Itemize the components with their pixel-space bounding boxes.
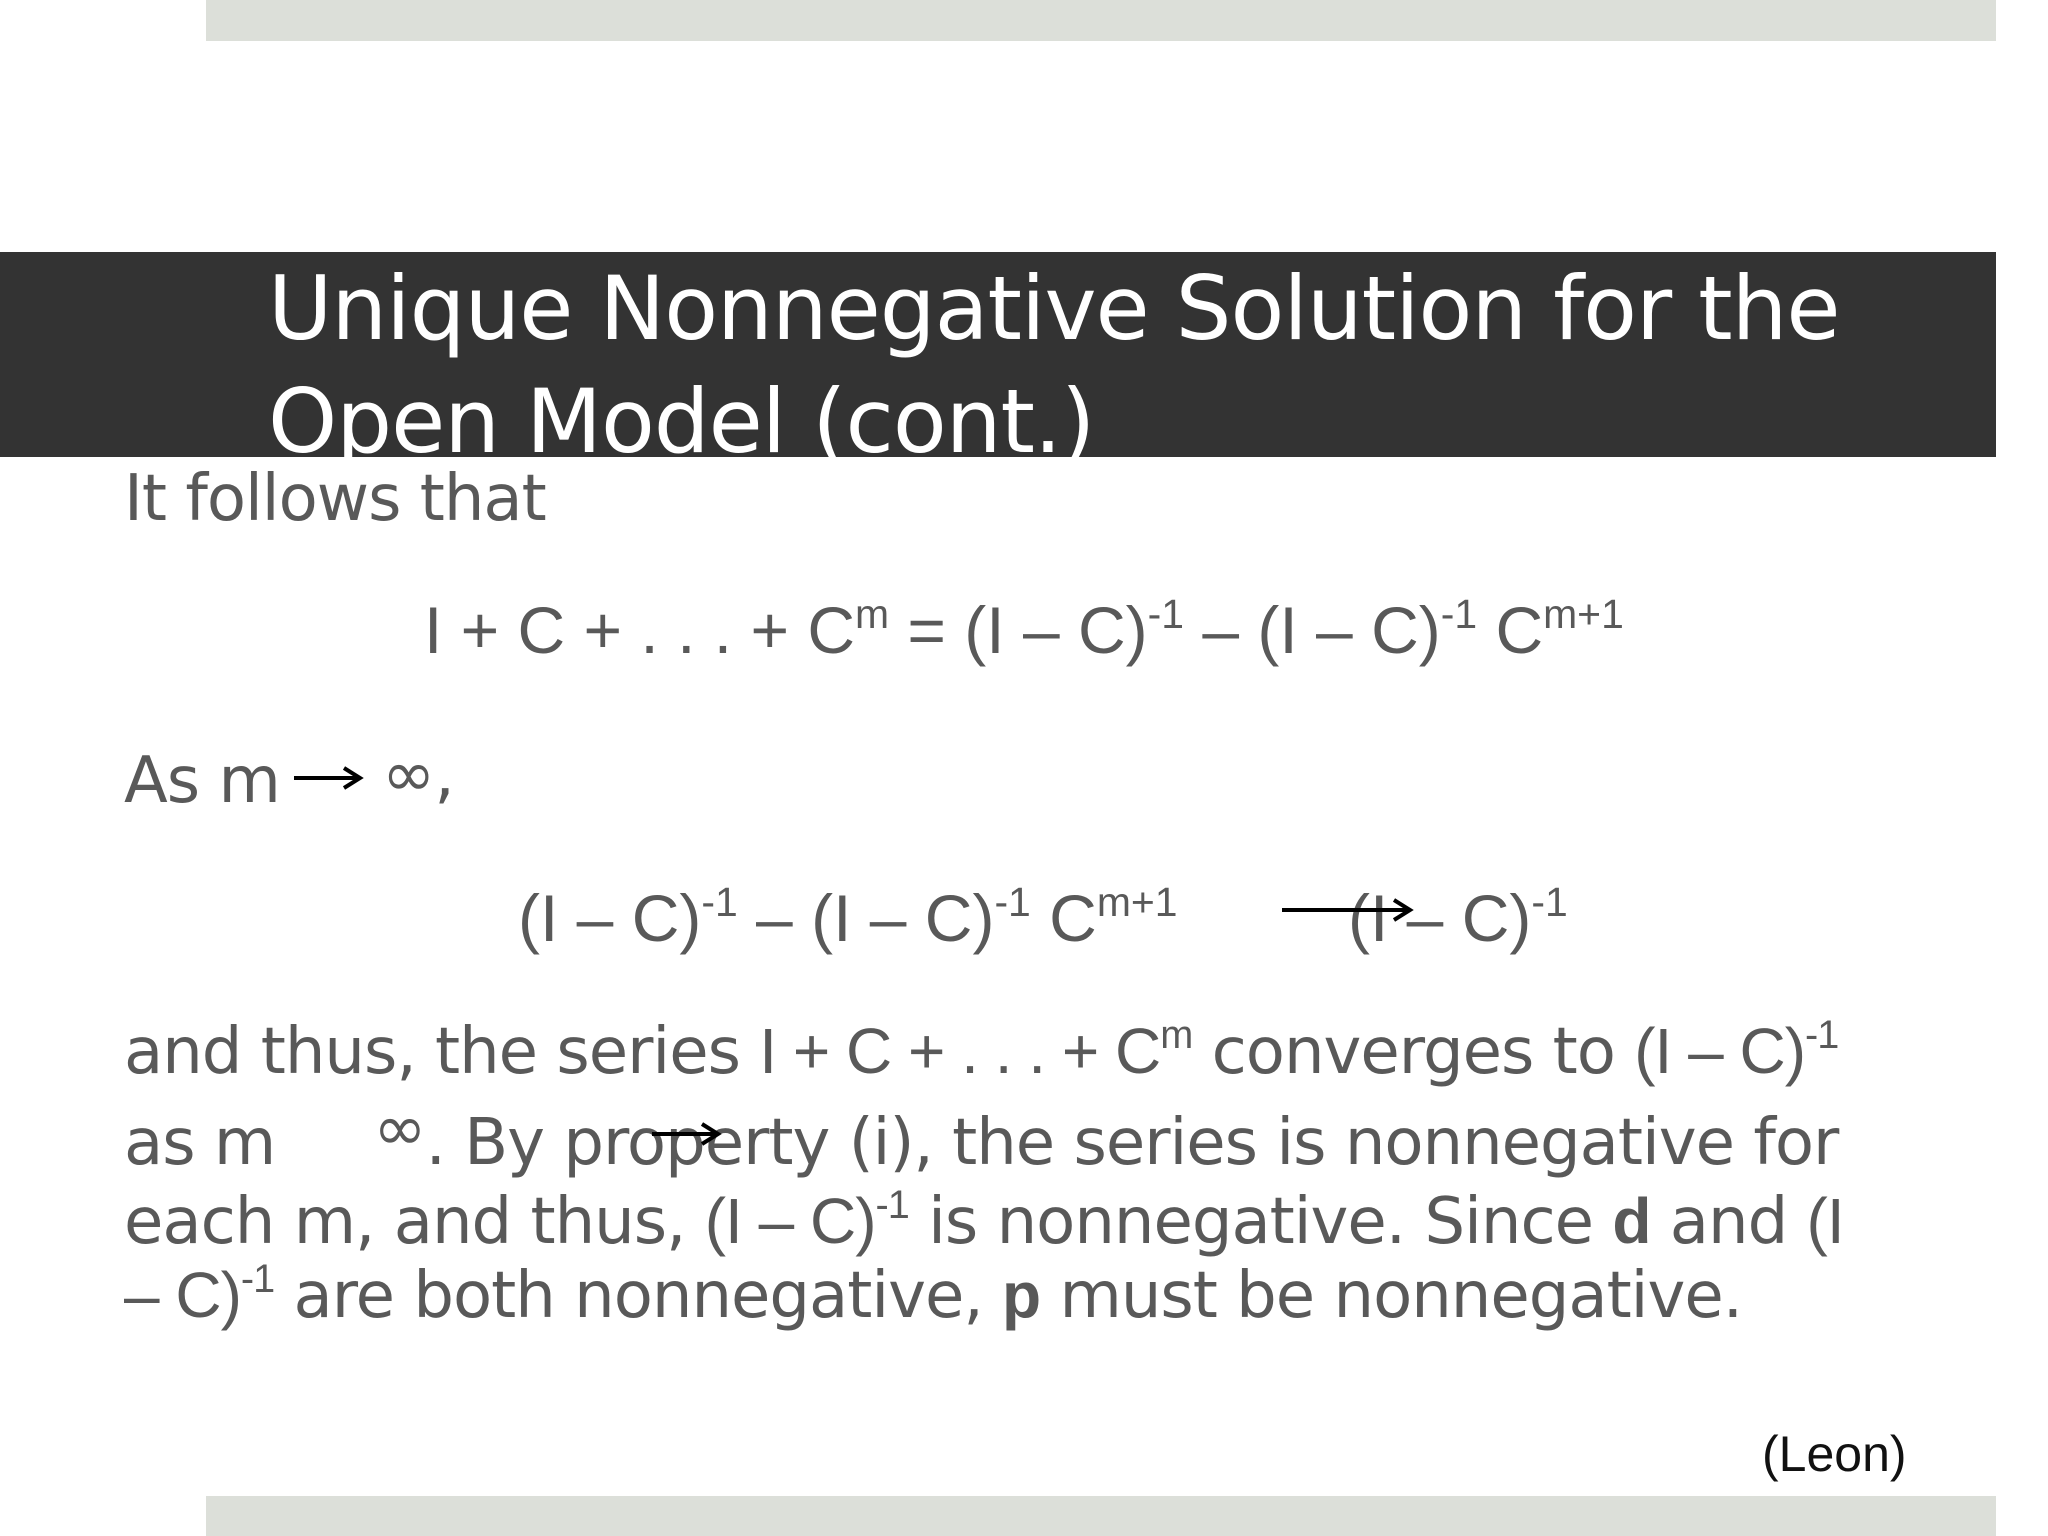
eq1-eq: = (I – C) — [889, 593, 1148, 667]
para-l1e: (I – C) — [1634, 1015, 1805, 1087]
para-l1f: -1 — [1805, 1013, 1839, 1058]
paragraph-line-1 — [124, 1012, 2004, 1099]
para-l4d-p: p — [1002, 1259, 1041, 1331]
para-l4c: are both nonnegative, — [274, 1259, 1003, 1333]
para-l3b: (I – C) — [704, 1185, 876, 1257]
eq1-mid: – (I – C) — [1184, 593, 1441, 667]
citation: (Leon) — [1762, 1426, 1907, 1482]
eq2-e3: m+1 — [1096, 878, 1178, 925]
para-l2b: ∞ — [373, 1092, 426, 1166]
para-l3f: and — [1650, 1185, 1807, 1259]
eq1-lhs: I + C + . . . + C — [424, 593, 855, 667]
right-arrow-icon — [292, 764, 366, 792]
para-l2a: as m — [124, 1106, 276, 1180]
para-l4b: -1 — [240, 1257, 275, 1302]
para-l3g: (I — [1806, 1185, 1844, 1257]
paragraph-line-2 — [124, 1092, 2004, 1182]
para-l3c: -1 — [875, 1183, 909, 1228]
limit-infinity: ∞, — [382, 738, 454, 812]
bottom-accent-bar — [206, 1496, 1996, 1536]
right-arrow-icon — [1280, 896, 1416, 924]
para-l3a: each m, and thus, — [124, 1185, 705, 1259]
para-l3d: is nonnegative. Since — [908, 1185, 1613, 1259]
paragraph-line-4 — [124, 1256, 2004, 1343]
limit-prefix: As m — [124, 744, 280, 818]
eq2-p1: (I – C) — [518, 881, 702, 955]
para-l1c: m — [1160, 1013, 1193, 1058]
para-l4e: must be nonnegative. — [1040, 1259, 1743, 1333]
top-accent-bar — [206, 0, 1996, 41]
eq1-c: C — [1477, 593, 1544, 667]
eq1-exp1: -1 — [1147, 590, 1185, 637]
eq2-e2: -1 — [994, 878, 1031, 925]
para-l2c: . By property (i), the series is nonnegative for — [425, 1106, 1839, 1180]
para-l3e-d: d — [1612, 1185, 1651, 1257]
para-l1d: converges to — [1192, 1015, 1635, 1089]
slide-title: Unique Nonnegative Solution for the Open Model (cont.) — [268, 257, 1840, 473]
eq2-p3: C — [1030, 881, 1097, 955]
eq2-e1: -1 — [701, 878, 738, 925]
para-l1a: and thus, the series — [124, 1015, 760, 1089]
intro-text: It follows that — [124, 462, 546, 536]
eq2-p2: – (I – C) — [737, 881, 995, 955]
para-l4a: – C) — [124, 1259, 241, 1331]
eq1-exp3: m+1 — [1543, 590, 1624, 637]
eq1-exp2: -1 — [1440, 590, 1478, 637]
para-l1b: I + C + . . . + C — [759, 1015, 1161, 1087]
eq1-lhs-exp: m — [855, 590, 890, 637]
eq2-e4: -1 — [1531, 878, 1568, 925]
equation-series-sum — [424, 592, 1624, 668]
right-arrow-icon — [650, 1120, 724, 1148]
equation-limit — [518, 880, 1178, 956]
eq2-p4: (I – C) — [1348, 881, 1532, 955]
